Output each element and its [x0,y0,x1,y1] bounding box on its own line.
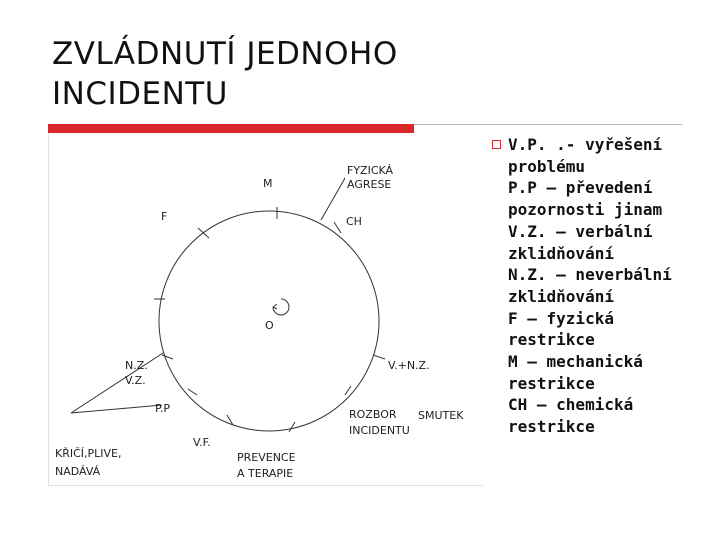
label-fyzicka: FYZICKÁ [347,164,394,177]
legend-line: P.P – převedení [508,178,653,198]
tick-nz [162,355,173,359]
legend-line: CH – chemická [508,395,634,415]
legend-bullet [492,140,501,149]
legend-line: zklidňování [508,286,614,306]
tick-vnz [373,355,385,359]
legend-line: V.P. .- vyřešení [508,135,663,154]
tick-ch [334,222,341,233]
label-m: M [263,177,273,190]
legend-line: pozornosti jinam [508,200,663,220]
label-o: O [265,319,274,332]
legend-line: restrikce [508,330,595,350]
tick-pp [188,389,197,395]
legend-line: restrikce [508,417,595,437]
title-divider-line [414,124,682,125]
connector-agrese [321,178,345,220]
label-ch: CH [346,215,362,228]
label-vf: V.F. [193,436,211,449]
label-nz: N.Z. [125,359,148,372]
label-agrese: AGRESE [347,178,392,191]
label-nadava: NADÁVÁ [55,465,101,478]
label-f: F [161,210,168,223]
legend-line: F – fyzická [508,308,614,328]
title-accent-bar [48,124,414,133]
connector-outer-pp [71,405,162,413]
incident-cycle-svg [49,133,483,485]
incident-diagram [48,133,483,486]
legend-line: V.Z. – verbální [508,221,653,241]
slide-title [52,34,512,114]
legend-line: N.Z. – neverbální [508,265,672,285]
label-vnz: V.+N.Z. [388,359,430,372]
tick-smutek [345,386,351,395]
label-incidentu: INCIDENTU [349,424,410,437]
label-terapie: A TERAPIE [237,467,294,480]
legend-line: M – mechanická [508,352,643,372]
legend-list [508,134,708,438]
legend-line: restrikce [508,373,595,393]
label-rozbor: ROZBOR [349,408,397,421]
label-smutek: SMUTEK [418,409,464,422]
label-vz: V.Z. [125,374,146,387]
loop-arrowhead [273,304,277,309]
tick-prevence [289,422,295,432]
slide-title-line-2: INCIDENTU [52,76,228,112]
connector-nz-outer [71,353,163,413]
label-prevence: PREVENCE [237,451,296,464]
label-krici: KŘIČÍ,PLIVE, [55,447,122,460]
slide-title-line-1: ZVLÁDNUTÍ JEDNOHO [52,36,398,72]
legend-line: zklidňování [508,243,614,263]
legend-line: problému [508,156,586,176]
loop-arrow [273,299,289,315]
label-pp: P.P [155,402,171,415]
